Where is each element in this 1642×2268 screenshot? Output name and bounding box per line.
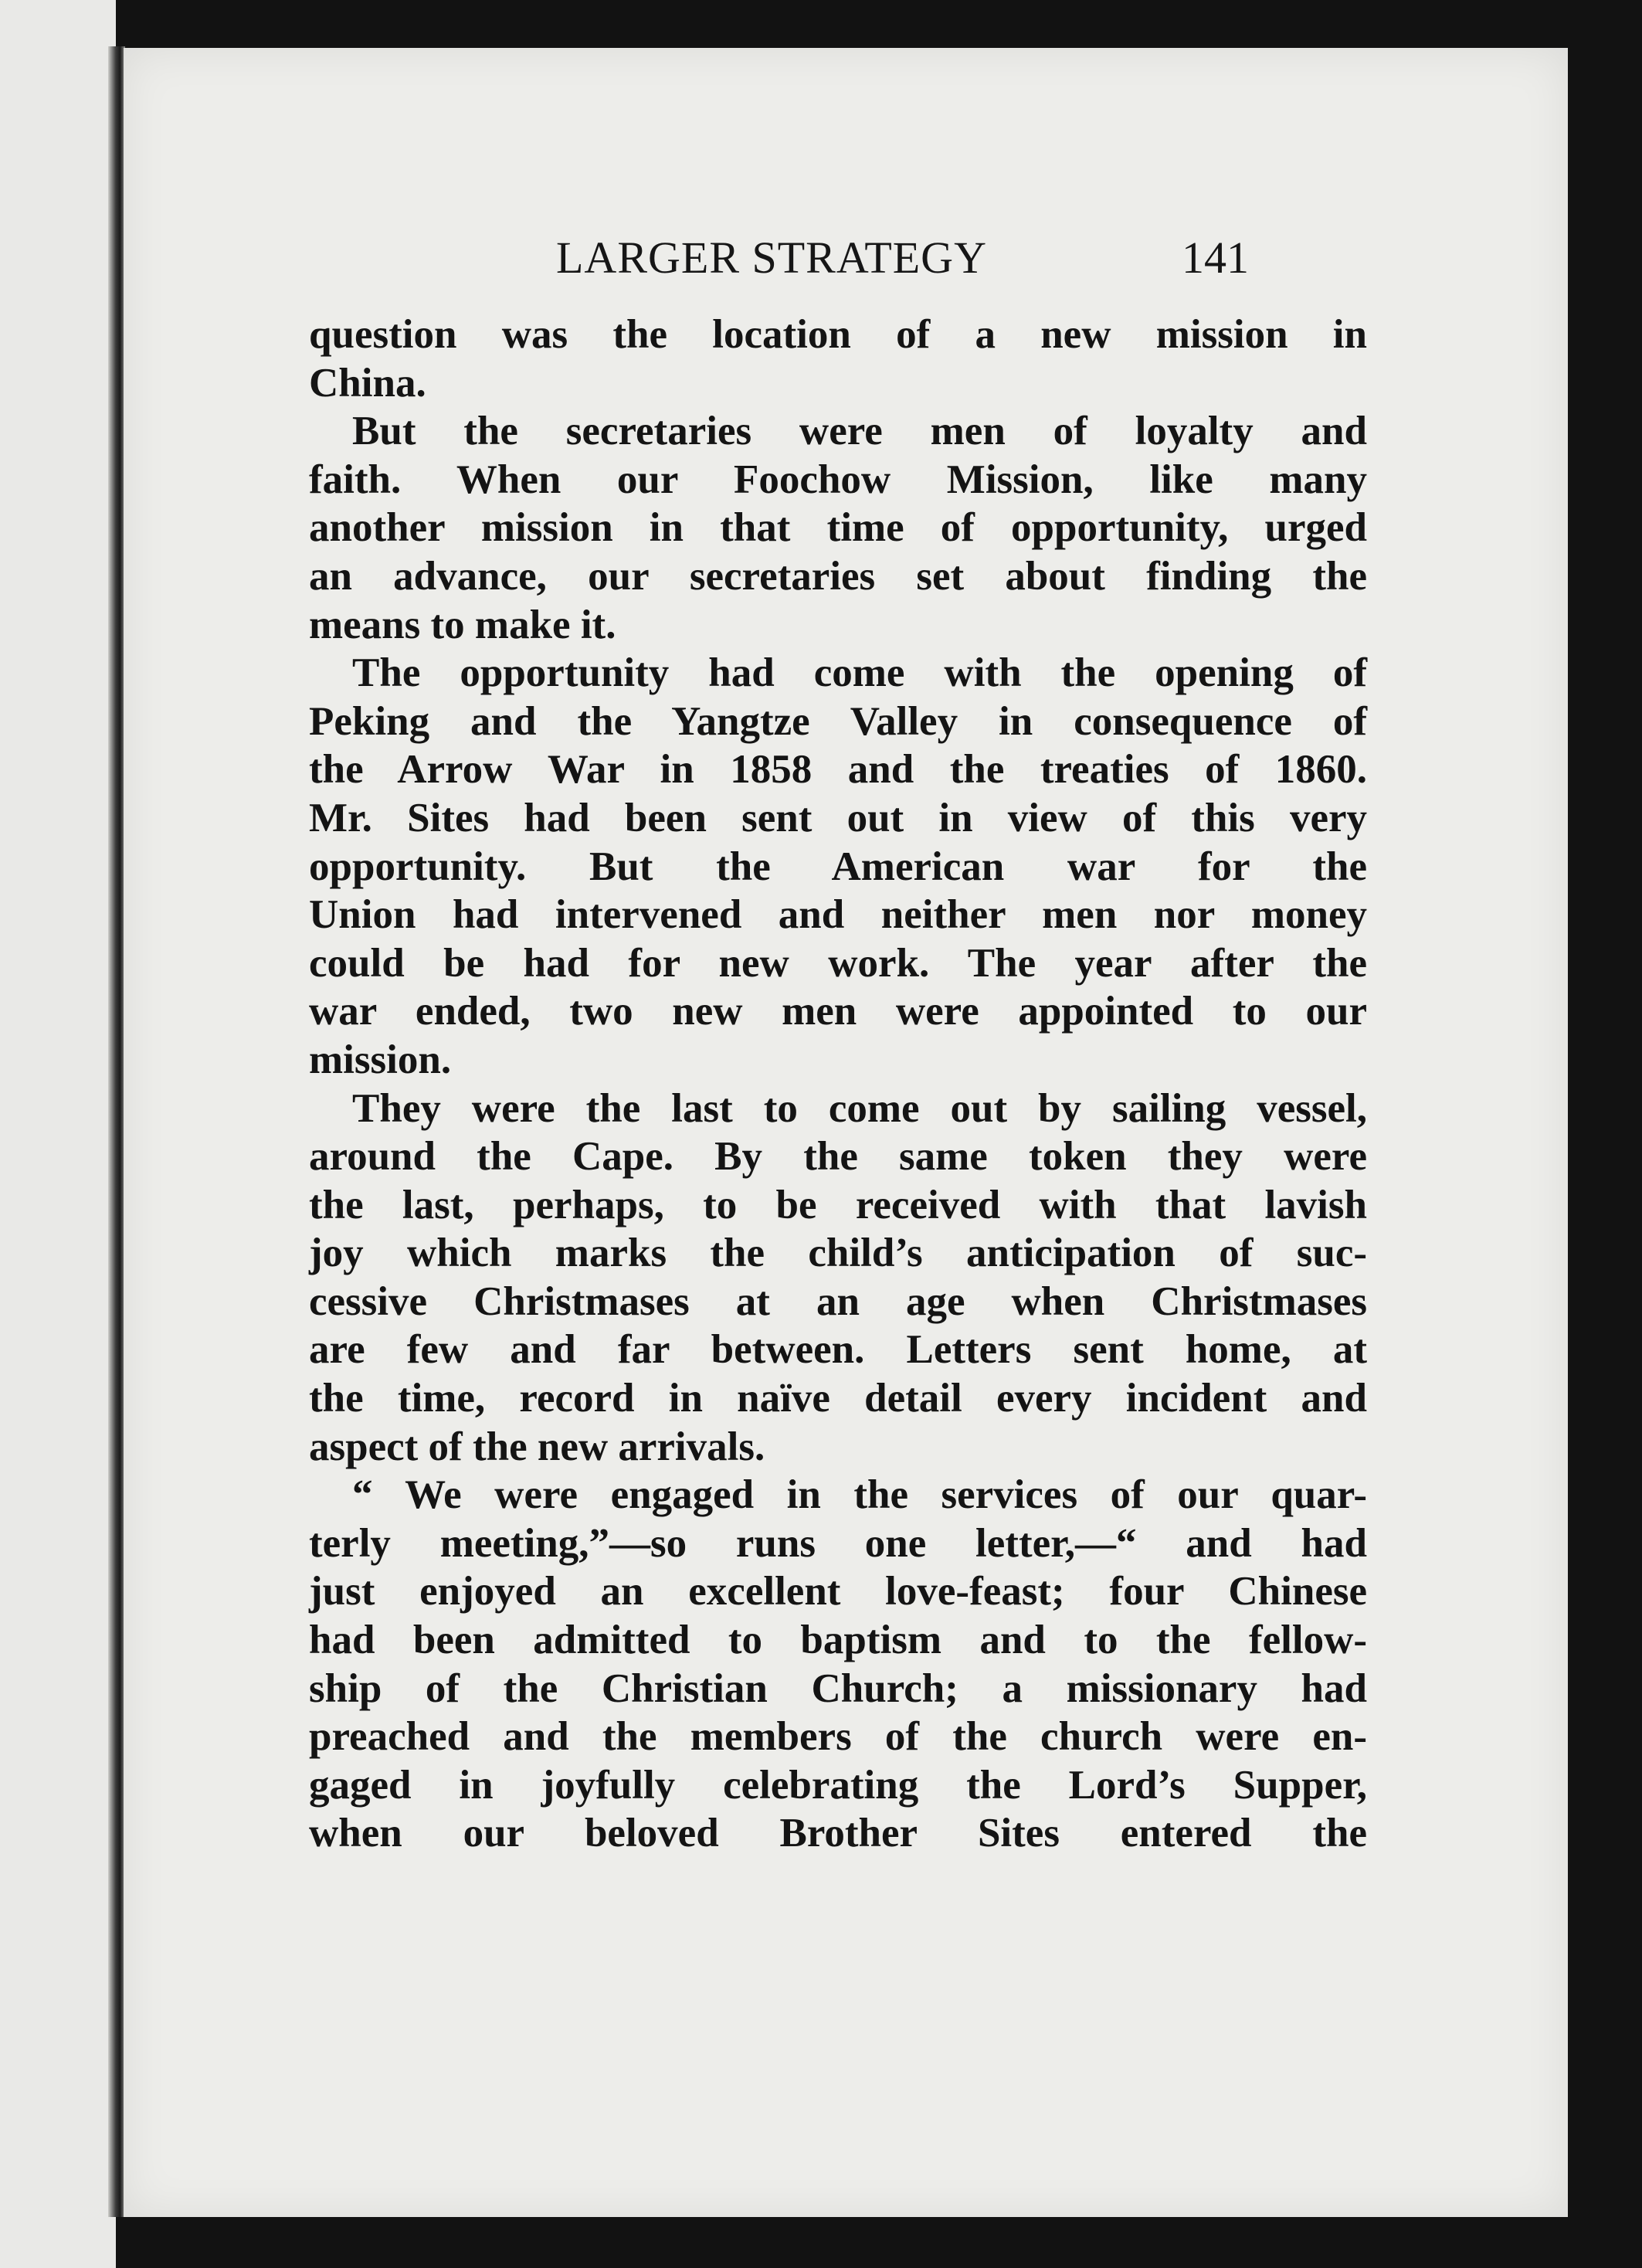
text-line: “ We were engaged in the services of our quar-: [352, 1472, 1367, 1518]
running-title: LARGER STRATEGY: [556, 233, 987, 283]
text-line: means to make it.: [309, 602, 616, 647]
text-line: terly meeting,”—so runs one letter,—“ and had: [309, 1520, 1367, 1566]
text-line: around the Cape. By the same token they were: [309, 1134, 1367, 1180]
book-page: [124, 48, 1568, 2217]
text-line: aspect of the new arrivals.: [309, 1424, 765, 1469]
text-line: another mission in that time of opportunity, urged: [309, 505, 1367, 551]
text-line: could be had for new work. The year after the: [309, 940, 1367, 986]
text-line: gaged in joyfully celebrating the Lord’s Supper,: [309, 1762, 1367, 1808]
text-line: an advance, our secretaries set about finding the: [309, 553, 1367, 599]
text-line: joy which marks the child’s anticipation of suc-: [309, 1231, 1367, 1276]
text-line: the time, record in naïve detail every incident and: [309, 1376, 1367, 1421]
text-line: Peking and the Yangtze Valley in consequence of: [309, 698, 1367, 744]
text-line: The opportunity had come with the opening of: [352, 650, 1367, 696]
text-line: But the secretaries were men of loyalty and: [352, 409, 1367, 454]
text-line: cessive Christmases at an age when Christmases: [309, 1278, 1367, 1324]
text-line: China.: [309, 360, 426, 406]
text-line: war ended, two new men were appointed to our: [309, 989, 1367, 1034]
text-line: question was the location of a new mission in: [309, 312, 1367, 357]
text-line: opportunity. But the American war for the: [309, 844, 1367, 889]
text-line: the Arrow War in 1858 and the treaties of 1860.: [309, 747, 1367, 793]
text-line: the last, perhaps, to be received with that lavish: [309, 1182, 1367, 1227]
page-number: 141: [1182, 233, 1249, 283]
body-text: [309, 311, 1367, 1858]
scan-border-bottom: [0, 2217, 1642, 2268]
text-line: mission.: [309, 1037, 452, 1082]
text-line: just enjoyed an excellent love-feast; four Chinese: [309, 1569, 1367, 1614]
text-line: ship of the Christian Church; a missionary had: [309, 1665, 1367, 1711]
scan-border-top: [0, 0, 1642, 48]
scan-border-right: [1568, 0, 1642, 2268]
facing-page-edge: [0, 0, 116, 2268]
text-line: when our beloved Brother Sites entered the: [309, 1811, 1367, 1856]
text-line: had been admitted to baptism and to the fellow-: [309, 1618, 1367, 1663]
text-line: preached and the members of the church were en-: [309, 1714, 1367, 1760]
text-line: are few and far between. Letters sent home, at: [309, 1327, 1367, 1373]
text-line: They were the last to come out by sailing vessel,: [352, 1085, 1367, 1131]
text-line: faith. When our Foochow Mission, like many: [309, 457, 1367, 502]
book-gutter: [108, 46, 125, 2217]
text-line: Mr. Sites had been sent out in view of this very: [309, 795, 1367, 840]
text-line: Union had intervened and neither men nor money: [309, 892, 1367, 938]
